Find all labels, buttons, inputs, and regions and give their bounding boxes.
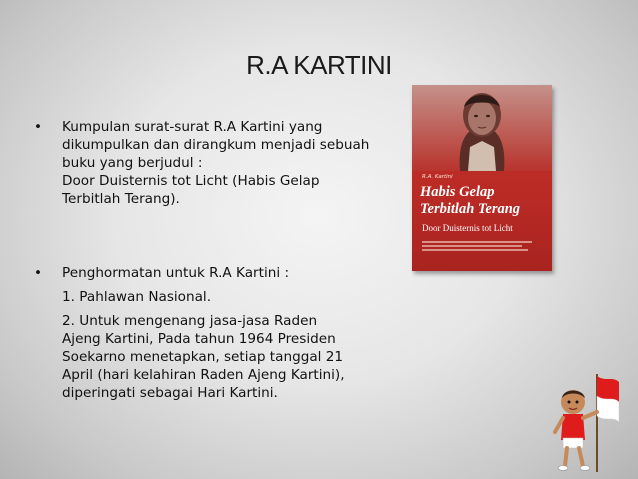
bullet-1-line-5: Terbitlah Terang). <box>62 191 180 207</box>
bullet-2-line-1: Penghormatan untuk R.A Kartini : <box>62 265 290 281</box>
book-fine-print <box>422 249 528 251</box>
bullet-marker: • <box>34 119 43 135</box>
bullet-2-sub-2 <box>62 312 402 402</box>
bullet-2-sub-1: 1. Pahlawan Nasional. <box>62 289 212 305</box>
book-fine-print <box>422 241 532 243</box>
bullet-1-line-4: Door Duisternis tot Licht (Habis Gelap <box>62 173 320 189</box>
bullet-1-line-2: dikumpulkan dan dirangkum menjadi sebuah <box>62 137 370 153</box>
book-cover-image <box>412 85 552 271</box>
bullet-2-sub-2-line-2: Ajeng Kartini, Pada tahun 1964 Presiden <box>62 331 336 347</box>
book-author: R.A. Kartini <box>422 174 453 180</box>
bullet-marker: • <box>34 265 43 281</box>
book-subtitle: Door Duisternis tot Licht <box>422 223 513 233</box>
bullet-2-sub-2-line-1: 2. Untuk mengenang jasa-jasa Raden <box>62 313 318 329</box>
flag-bearer-icon <box>545 372 620 477</box>
bullet-1-text <box>62 118 402 208</box>
bullet-2-sub-2-line-4: April (hari kelahiran Raden Ajeng Kartini), <box>62 367 345 383</box>
bullet-1-line-1: Kumpulan surat-surat R.A Kartini yang <box>62 119 323 135</box>
bullet-2-sub-2-line-5: diperingati sebagai Hari Kartini. <box>62 385 278 401</box>
bullet-2-text <box>62 264 402 402</box>
book-title-line-2: Terbitlah Terang <box>420 201 521 217</box>
bullet-2-sub-2-line-3: Soekarno menetapkan, setiap tanggal 21 <box>62 349 344 365</box>
slide-title: R.A KARTINI <box>246 50 392 80</box>
book-fine-print <box>422 245 522 247</box>
kartini-portrait-icon <box>412 85 552 171</box>
book-title-line-1: Habis Gelap <box>420 184 495 200</box>
bullet-1-line-3: buku yang berjudul : <box>62 155 203 171</box>
